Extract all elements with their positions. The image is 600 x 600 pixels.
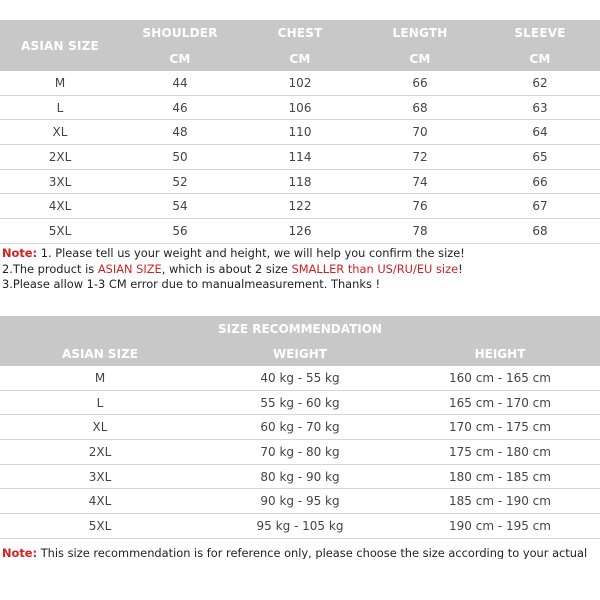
table-row — [0, 440, 600, 465]
cell-sleeve: 67 — [532, 199, 548, 214]
header-chest: CHEST — [277, 26, 323, 40]
cell-length: 70 — [412, 125, 428, 140]
cell-chest: 122 — [288, 199, 312, 214]
cell-weight: 90 kg - 95 kg — [260, 494, 340, 509]
cell-shoulder: 52 — [172, 174, 188, 189]
cell-size: 3XL — [48, 174, 72, 189]
table-row — [0, 489, 600, 514]
cell-sleeve: 66 — [532, 174, 548, 189]
cell-height: 190 cm - 195 cm — [449, 519, 551, 534]
smaller-highlight: SMALLER than US/RU/EU size — [291, 261, 459, 276]
cell-weight: 55 kg - 60 kg — [260, 395, 340, 410]
recommendation-title: SIZE RECOMMENDATION — [218, 322, 382, 336]
cell-length: 66 — [412, 76, 428, 90]
cell-sleeve: 63 — [532, 100, 548, 115]
cell-size: M — [54, 76, 66, 90]
header-unit-chest: CM — [289, 52, 311, 66]
cell-sleeve: 65 — [532, 150, 548, 165]
cell-length: 78 — [412, 224, 428, 239]
size-notes — [2, 246, 600, 293]
cell-size: L — [56, 100, 64, 115]
recommendation-column-headers — [0, 342, 600, 366]
cell-weight: 95 kg - 105 kg — [256, 519, 344, 534]
cell-weight: 70 kg - 80 kg — [260, 445, 340, 460]
note-text: 3.Please allow 1-3 CM error due to manualmeasurement. Thanks ! — [2, 277, 381, 291]
note-label: Note: — [2, 546, 38, 559]
header-weight: WEIGHT — [273, 347, 327, 361]
table-row — [0, 194, 600, 219]
size-chart-table — [0, 20, 600, 244]
note-text: ! — [458, 261, 463, 276]
table-row — [0, 415, 600, 440]
header-asian-size: ASIAN SIZE — [62, 347, 138, 361]
cell-size: 2XL — [88, 445, 112, 460]
note-line-2 — [2, 262, 600, 278]
size-chart-header — [0, 20, 600, 71]
note-text: , which is about 2 size — [161, 261, 292, 276]
cell-size: L — [96, 395, 104, 410]
recommendation-header — [0, 316, 600, 366]
cell-weight: 60 kg - 70 kg — [260, 420, 340, 435]
cell-length: 76 — [412, 199, 428, 214]
table-row — [0, 465, 600, 490]
cell-shoulder: 44 — [172, 76, 188, 90]
cell-sleeve: 68 — [532, 224, 548, 239]
table-row — [0, 71, 600, 96]
header-asian-size: ASIAN SIZE — [21, 39, 99, 53]
header-sleeve: SLEEVE — [514, 26, 566, 40]
cell-shoulder: 48 — [172, 125, 188, 140]
cell-size: 5XL — [48, 224, 72, 239]
cell-size: XL — [52, 125, 68, 140]
cell-length: 72 — [412, 150, 428, 165]
cell-height: 165 cm - 170 cm — [449, 395, 551, 410]
cell-size: XL — [92, 420, 108, 435]
cell-height: 185 cm - 190 cm — [449, 494, 551, 509]
cell-height: 175 cm - 180 cm — [449, 445, 551, 460]
table-row — [0, 120, 600, 145]
cell-weight: 40 kg - 55 kg — [260, 371, 340, 385]
cell-shoulder: 54 — [172, 199, 188, 214]
asian-size-highlight: ASIAN SIZE — [97, 261, 162, 276]
header-unit-sleeve: CM — [529, 52, 551, 66]
recommendation-note — [2, 545, 600, 559]
recommendation-body — [0, 366, 600, 539]
note-text: 2.The product is — [2, 261, 98, 276]
header-height: HEIGHT — [474, 347, 526, 361]
note-line-3 — [2, 277, 600, 293]
cell-chest: 102 — [288, 76, 312, 90]
header-unit-shoulder: CM — [169, 52, 191, 66]
table-row — [0, 514, 600, 539]
size-chart-body — [0, 71, 600, 244]
cell-size: 5XL — [88, 519, 112, 534]
table-row — [0, 170, 600, 195]
cell-shoulder: 46 — [172, 100, 188, 115]
cell-chest: 114 — [288, 150, 312, 165]
cell-size: 4XL — [48, 199, 72, 214]
cell-size: 4XL — [88, 494, 112, 509]
table-row — [0, 391, 600, 416]
table-row — [0, 96, 600, 121]
cell-length: 74 — [412, 174, 428, 189]
header-unit-length: CM — [409, 52, 431, 66]
cell-sleeve: 64 — [532, 125, 548, 140]
table-row — [0, 145, 600, 170]
cell-height: 180 cm - 185 cm — [449, 469, 551, 484]
cell-shoulder: 50 — [172, 150, 188, 165]
cell-height: 160 cm - 165 cm — [449, 371, 551, 385]
cell-size: 3XL — [88, 469, 112, 484]
cell-sleeve: 62 — [532, 76, 548, 90]
note-label: Note: — [2, 246, 38, 260]
header-shoulder: SHOULDER — [142, 26, 218, 40]
size-recommendation-table — [0, 316, 600, 539]
note-text: 1. Please tell us your weight and height, we will help you confirm the size! — [37, 246, 465, 260]
table-row — [0, 366, 600, 391]
cell-length: 68 — [412, 100, 428, 115]
note-line-1 — [2, 246, 600, 262]
cell-size: M — [94, 371, 106, 385]
cell-chest: 106 — [288, 100, 312, 115]
cell-chest: 118 — [288, 174, 312, 189]
table-row — [0, 219, 600, 244]
cell-shoulder: 56 — [172, 224, 188, 239]
cell-weight: 80 kg - 90 kg — [260, 469, 340, 484]
cell-chest: 110 — [288, 125, 312, 140]
cell-height: 170 cm - 175 cm — [449, 420, 551, 435]
cell-chest: 126 — [288, 224, 312, 239]
cell-size: 2XL — [48, 150, 72, 165]
header-length: LENGTH — [392, 26, 448, 40]
note-text: This size recommendation is for reference only, please choose the size according to your actual — [37, 546, 588, 559]
